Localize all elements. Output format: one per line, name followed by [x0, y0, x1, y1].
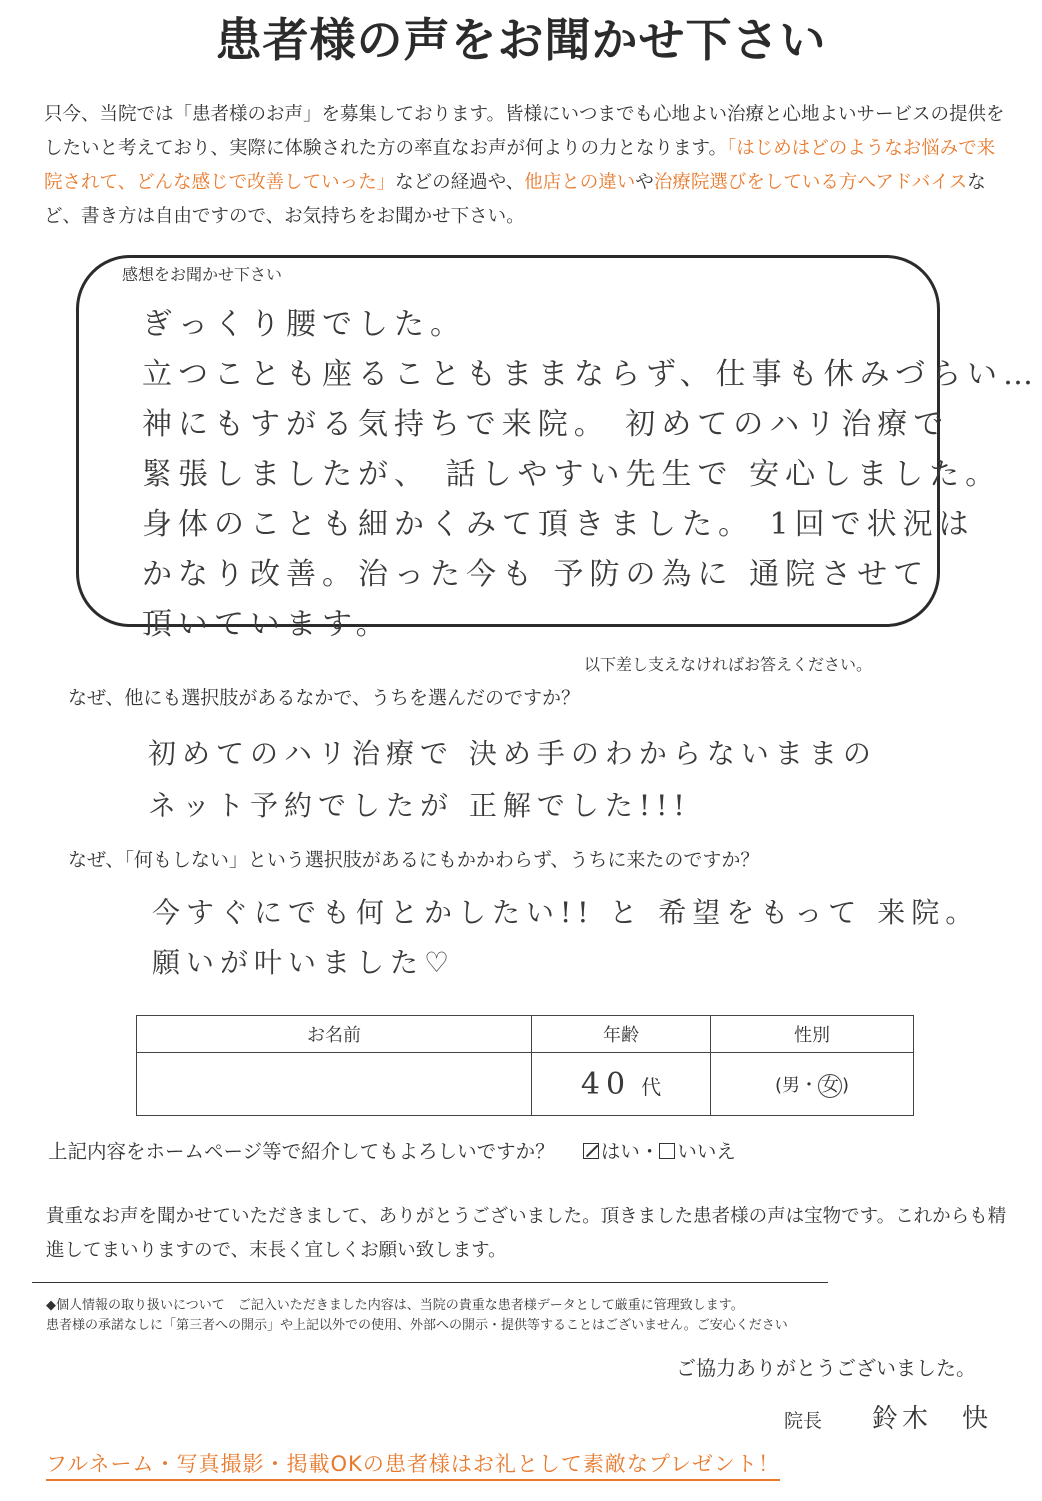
impression-line: ぎっくり腰でした。: [142, 307, 466, 342]
consent-question: 上記内容をホームページ等で紹介してもよろしいですか？: [48, 1140, 555, 1163]
director-title: 院長: [784, 1410, 823, 1432]
thanks-paragraph: 貴重なお声を聞かせていただきまして、ありがとうございました。頂きました患者様の声は宝物です。これからも精進してまいりますので、末長く宜しくお願い致します。: [46, 1206, 1007, 1261]
gender-selected: 女: [818, 1074, 842, 1098]
gender-cell: [711, 1053, 914, 1116]
patient-info-table: [136, 1015, 914, 1116]
consent-row: [48, 1136, 736, 1164]
privacy-line: 患者様の承諾なしに「第三者への開示」や上記以外での使用、外部への開示・提供等することはございません。ご安心ください: [46, 1318, 788, 1333]
no-checkbox-icon[interactable]: [659, 1143, 675, 1159]
present-banner: フルネーム・写真撮影・掲載OKの患者様はお礼として素敵なプレゼント！: [46, 1448, 780, 1481]
answer-2-line: 今すぐにでも何とかしたい!! と 希望をもって 来院。: [152, 896, 980, 929]
age-cell: [532, 1053, 711, 1116]
answer-2-line: 願いが叶いました♡: [152, 946, 456, 979]
intro-highlight-2: 他店との違い: [524, 172, 636, 193]
name-header: お名前: [137, 1016, 532, 1053]
name-value: [137, 1053, 532, 1116]
impression-line: 頂いています。: [142, 607, 392, 642]
optional-note: 以下差し支えなければお答えください。: [584, 655, 873, 674]
impression-line: 神にもすがる気持ちで来院。 初めてのハリ治療で: [142, 407, 950, 442]
privacy-notice: [46, 1296, 946, 1336]
age-unit: 代: [641, 1074, 662, 1099]
privacy-line: ◆個人情報の取り扱いについて ご記入いただきました内容は、当院の貴重な患者様データとして厳重に管理致します。: [46, 1298, 744, 1313]
impression-line: 立つことも座ることもままならず、仕事も休みづらい…: [142, 357, 1039, 392]
intro-highlight-1: 「はじめはどのようなお悩みで来院されて、どんな感じで改善していった」: [44, 138, 996, 193]
intro-text-1: 只今、当院では「患者様のお声」を募集しております。皆様にいつまでも心地よい治療と心地よいサービスの提供をしたいと考えており、実際に体験された方の率直なお声が何よりの力となります。: [44, 104, 1005, 159]
consent-no-option[interactable]: [659, 1140, 736, 1163]
impression-handwritten-text: [142, 300, 1039, 650]
yes-label: はい: [600, 1140, 640, 1163]
intro-paragraph: [44, 98, 1010, 234]
consent-yes-option[interactable]: [583, 1140, 640, 1163]
director-name: 鈴木 快: [872, 1404, 993, 1434]
impression-label: 感想をお聞かせ下さい: [122, 265, 283, 284]
intro-highlight-3: 治療院選びをしている方へアドバイス: [653, 172, 968, 193]
age-value: 40: [580, 1066, 632, 1102]
answer-1: [148, 728, 877, 832]
answer-1-line: ネット予約でしたが 正解でした!!!: [148, 789, 691, 822]
option-separator: ・: [639, 1140, 660, 1163]
closing-thanks: ご協力ありがとうございました。: [676, 1356, 976, 1380]
question-1: なぜ、他にも選択肢があるなかで、うちを選んだのですか？: [68, 687, 581, 709]
yes-checkbox-icon[interactable]: [583, 1143, 599, 1159]
age-header: 年齢: [532, 1016, 711, 1053]
gender-open: (男・: [774, 1074, 818, 1096]
impression-line: 緊張しましたが、 話しやすい先生で 安心しました。: [142, 457, 1002, 492]
intro-text-4: など、書き方は自由ですので、お気持ちをお聞かせ下さい。: [44, 172, 986, 227]
impression-line: かなり改善。治った今も 予防の為に 通院させて: [142, 557, 930, 592]
intro-text-3: や: [635, 172, 654, 193]
intro-text-2: などの経過や、: [395, 172, 525, 193]
answer-2: [152, 888, 979, 988]
answer-1-line: 初めてのハリ治療で 決め手のわからないままの: [148, 737, 877, 770]
no-label: いいえ: [677, 1140, 736, 1163]
gender-close: ): [842, 1074, 850, 1096]
gender-header: 性別: [711, 1016, 914, 1053]
divider: [32, 1282, 828, 1283]
impression-line: 身体のことも細かくみて頂きました。 1回で状況は: [142, 507, 975, 542]
question-2: なぜ、「何もしない」という選択肢があるにもかかわらず、うちに来たのですか？: [68, 849, 760, 871]
page-title: 患者様の声をお聞かせ下さい: [215, 13, 827, 67]
